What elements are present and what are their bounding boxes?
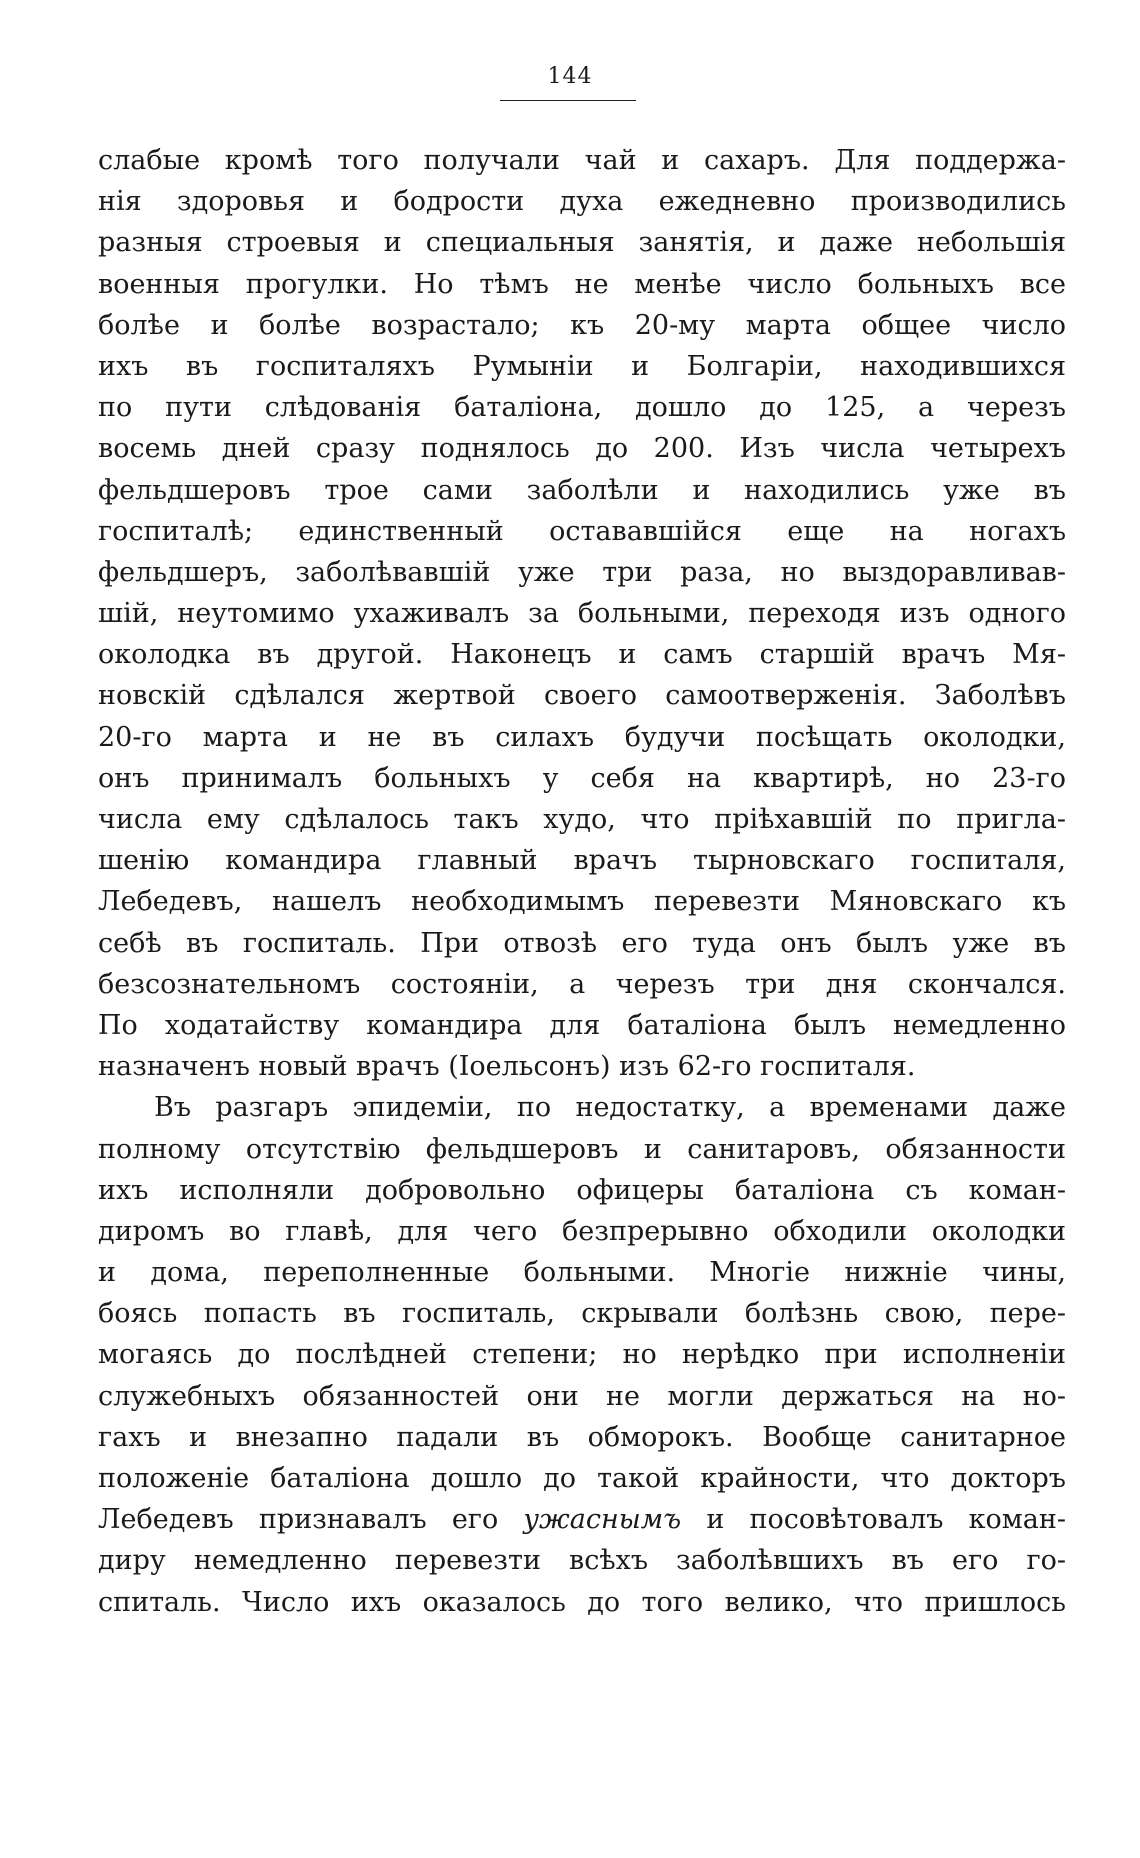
text-line: восемь дней сразу поднялось до 200. Изъ числа четырехъ	[98, 433, 1066, 465]
text-line: нія здоровья и бодрости духа ежедневно производились	[98, 186, 1066, 218]
text-line: околодка въ другой. Наконецъ и самъ старшій врачъ Мя-	[98, 639, 1066, 671]
text-line: ихъ исполняли добровольно офицеры баталіона съ коман-	[98, 1174, 1066, 1206]
text-line: болѣе и болѣе возрастало; къ 20-му марта общее число	[98, 309, 1066, 341]
text-line: госпиталѣ; единственный остававшійся еще на ногахъ	[98, 515, 1066, 547]
text-line: гахъ и внезапно падали въ обморокъ. Вообще санитарное	[98, 1421, 1066, 1453]
text-line: полному отсутствію фельдшеровъ и санитаровъ, обязанности	[98, 1133, 1066, 1165]
text-segment: и посовѣтовалъ коман-	[706, 1504, 1066, 1536]
text-line: новскій сдѣлался жертвой своего самоотверженія. Заболѣвъ	[98, 680, 1066, 712]
text-line: ихъ въ госпиталяхъ Румыніи и Болгаріи, находившихся	[98, 350, 1066, 382]
text-line: служебныхъ обязанностей они не могли держаться на но-	[98, 1380, 1066, 1412]
text-line: фельдшеръ, заболѣвавшій уже три раза, но выздоравливав-	[98, 556, 1066, 588]
text-line: положеніе баталіона дошло до такой крайности, что докторъ	[98, 1463, 1066, 1494]
body-text	[98, 140, 1066, 1623]
page-number-rule	[500, 100, 636, 101]
text-line: слабые кромѣ того получали чай и сахаръ. Для поддержа-	[98, 145, 1066, 176]
text-line-with-emphasis	[98, 1499, 1066, 1540]
text-line: онъ принималъ больныхъ у себя на квартирѣ, но 23-го	[98, 762, 1066, 794]
text-line: 20-го марта и не въ силахъ будучи посѣщать околодки,	[98, 721, 1066, 753]
text-line: Лебедевъ, нашелъ необходимымъ перевезти Мяновскаго къ	[98, 886, 1066, 918]
text-line: назначенъ новый врачъ (Іоельсонъ) изъ 62-го госпиталя.	[98, 1051, 916, 1083]
text-line: себѣ въ госпиталь. При отвозѣ его туда онъ былъ уже въ	[98, 927, 1066, 959]
text-line: шенію командира главный врачъ тырновскаго госпиталя,	[98, 845, 1066, 877]
text-line: могаясь до послѣдней степени; но нерѣдко при исполненіи	[98, 1339, 1066, 1371]
text-line: диру немедленно перевезти всѣхъ заболѣвшихъ въ его го-	[98, 1545, 1066, 1577]
text-line: По ходатайству командира для баталіона былъ немедленно	[98, 1009, 1066, 1041]
text-line: военныя прогулки. Но тѣмъ не менѣе число больныхъ все	[98, 268, 1066, 300]
text-line: по пути слѣдованія баталіона, дошло до 125, а черезъ	[98, 392, 1066, 424]
text-line: и дома, переполненные больными. Многіе нижніе чины,	[98, 1257, 1066, 1289]
text-line: безсознательномъ состояніи, а черезъ три дня скончался.	[98, 968, 1066, 1000]
text-line: фельдшеровъ трое сами заболѣли и находились уже въ	[98, 474, 1066, 506]
paragraph-first-line: Въ разгаръ эпидеміи, по недостатку, а временами даже	[154, 1092, 1066, 1124]
text-segment: Лебедевъ признавалъ его	[98, 1504, 499, 1536]
text-line: шій, неутомимо ухаживалъ за больными, переходя изъ одного	[98, 598, 1066, 630]
text-line: числа ему сдѣлалось такъ худо, что пріѣхавшій по пригла-	[98, 804, 1066, 835]
emphasized-word: ужаснымъ	[523, 1504, 682, 1536]
page-number: 144	[547, 64, 593, 89]
text-line: боясь попасть въ госпиталь, скрывали болѣзнь свою, пере-	[98, 1298, 1066, 1330]
text-line: разныя строевыя и специальныя занятія, и даже небольшія	[98, 227, 1066, 259]
text-line: спиталь. Число ихъ оказалось до того велико, что пришлось	[98, 1586, 1066, 1618]
text-line: диромъ во главѣ, для чего безпрерывно обходили околодки	[98, 1215, 1066, 1247]
